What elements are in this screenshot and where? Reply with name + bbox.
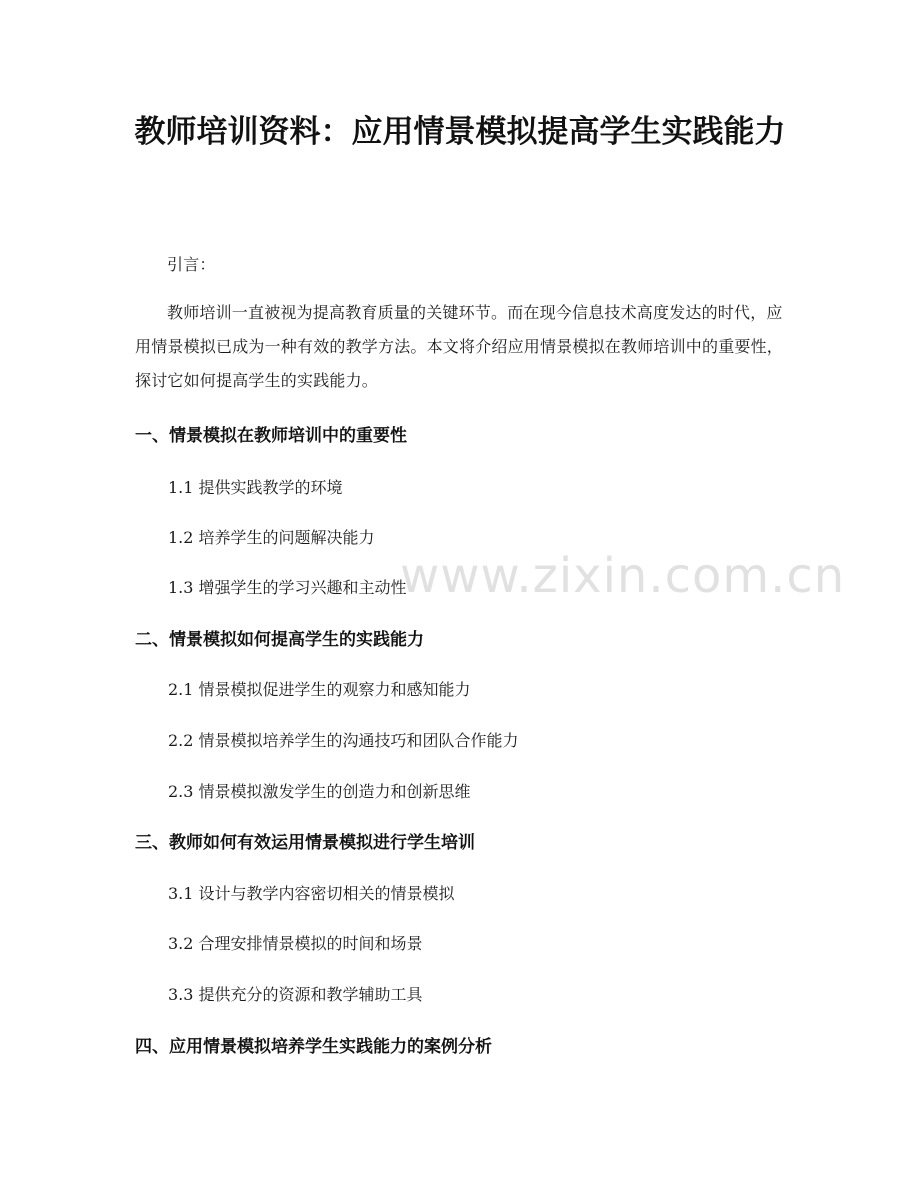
section-1-item-1: 1.1 提供实践教学的环境 xyxy=(168,478,343,497)
section-heading-4: 四、应用情景模拟培养学生实践能力的案例分析 xyxy=(135,1037,492,1057)
watermark: www.zixin.com.cn xyxy=(400,548,846,604)
section-heading-2: 二、情景模拟如何提高学生的实践能力 xyxy=(135,630,424,650)
section-1-item-2: 1.2 培养学生的问题解决能力 xyxy=(168,528,375,547)
intro-paragraph: 教师培训一直被视为提高教育质量的关键环节。而在现今信息技术高度发达的时代，应用情景模拟已成为一种有效的教学方法。本文将介绍应用情景模拟在教师培训中的重要性，探讨它如何提高学生的实践能力。 xyxy=(135,303,784,390)
section-heading-3: 三、教师如何有效运用情景模拟进行学生培训 xyxy=(135,833,475,853)
section-1-item-3: 1.3 增强学生的学习兴趣和主动性 xyxy=(168,578,407,597)
section-2-item-3: 2.3 情景模拟激发学生的创造力和创新思维 xyxy=(168,782,471,801)
document-title: 教师培训资料：应用情景模拟提高学生实践能力 xyxy=(134,114,786,150)
section-3-item-1: 3.1 设计与教学内容密切相关的情景模拟 xyxy=(168,884,455,903)
section-2-item-2: 2.2 情景模拟培养学生的沟通技巧和团队合作能力 xyxy=(168,731,519,750)
section-2-item-1: 2.1 情景模拟促进学生的观察力和感知能力 xyxy=(168,680,471,699)
section-3-item-3: 3.3 提供充分的资源和教学辅助工具 xyxy=(168,985,423,1004)
section-3-item-2: 3.2 合理安排情景模拟的时间和场景 xyxy=(168,934,423,953)
intro-label: 引言： xyxy=(167,255,216,274)
section-heading-1: 一、情景模拟在教师培训中的重要性 xyxy=(135,426,407,446)
